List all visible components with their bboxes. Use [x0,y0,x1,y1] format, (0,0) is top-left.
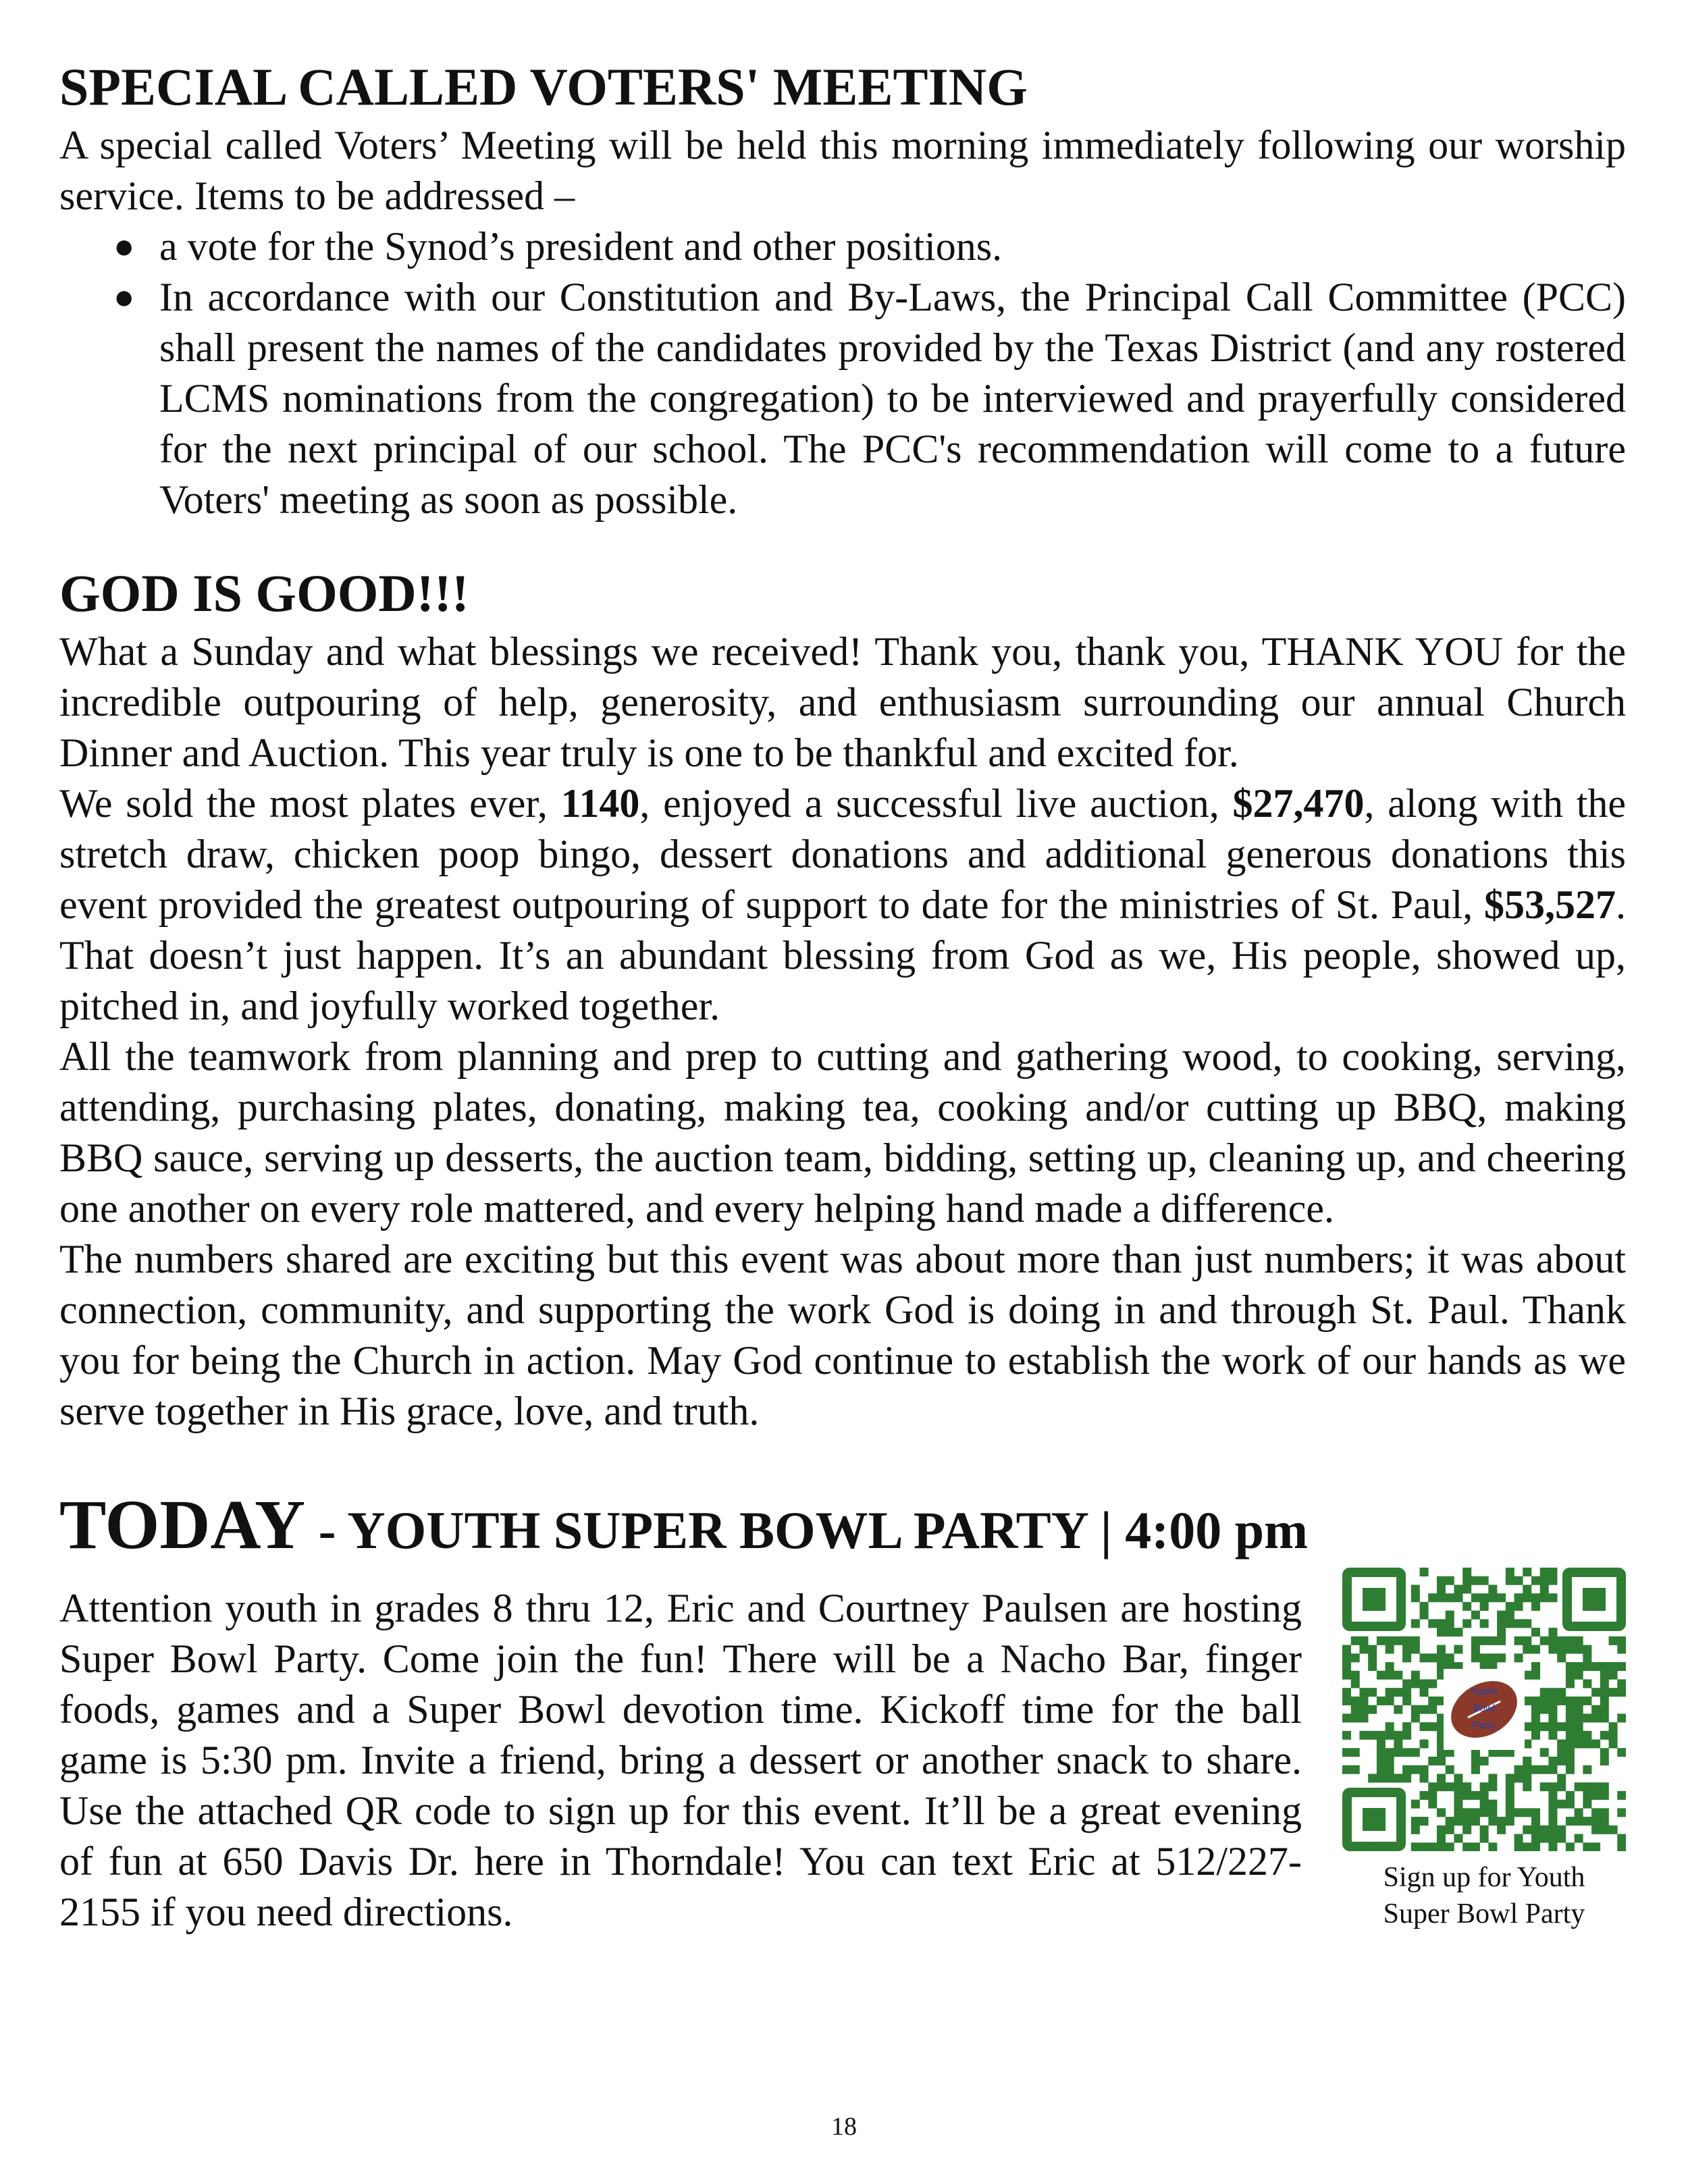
results-text: , along with the stretch draw, chicken poop bingo, dessert donations and additional generous donations this event provided the greatest outpouring of support to date for the ministries of St. Paul, [59,781,1626,927]
today-label: TODAY [59,1486,306,1564]
god-is-good-title: GOD IS GOOD!!! [59,564,469,622]
plates-count: 1140 [560,781,640,826]
voters-meeting-section [59,54,1626,525]
voters-meeting-intro: A special called Voters’ Meeting will be held this morning immediately following our worship service. Items to be addressed – [59,123,1626,218]
list-item [59,221,1626,272]
page-number: 18 [831,2112,857,2141]
qr-logo-text: Party [1472,1720,1496,1731]
qr-logo-text: Super [1470,1686,1498,1697]
thanks-paragraph: What a Sunday and what blessings we received! Thank you, thank you, THANK YOU for the incredible outpouring of help, generosity, and enthusiasm surrounding our annual Church Dinner and Auction. This year truly is one to be thankful and excited for. [59,629,1626,775]
list-item-text: In accordance with our Constitution and By-Laws, the Principal Call Committee (PCC) shall present the names of the candidates provided by the Texas District (and any rostered LCMS nominations from the congregation) to be interviewed and prayerfully considered for the next principal of our school. The PCC's recommendation will come to a future Voters' meeting as soon as possible. [159,275,1626,522]
results-text: , enjoyed a successful live auction, [639,781,1233,826]
qr-caption-line: Sign up for Youth [1383,1862,1585,1893]
qr-caption-line: Super Bowl Party [1383,1898,1585,1929]
results-text: . That doesn’t just happen. It’s an abundant blessing from God as we, His people, showed up, pitched in, and joyfully worked together. [59,882,1626,1028]
grand-total: $53,527 [1484,882,1616,927]
qr-caption [1342,1859,1626,1932]
bullet-icon: ● [113,278,135,317]
voters-meeting-title: SPECIAL CALLED VOTERS' MEETING [59,57,1028,116]
party-description: Attention youth in grades 8 thru 12, Eric and Courtney Paulsen are hosting Super Bowl Party. Come join the fun! There will be a Nacho Bar, finger foods, games and a Super Bowl devotion time. Kickoff time for the ball game is 5:30 pm. Invite a friend, bring a dessert or another snack to share. Use the attached QR code to sign up for this event. It’ll be a great evening of fun at 650 Davis Dr. here in Thorndale! You can text Eric at 512/227-2155 if you need directions. [59,1586,1302,1934]
teamwork-paragraph: All the teamwork from planning and prep to cutting and gathering wood, to cooking, serving, attending, purchasing plates, donating, making tea, cooking and/or cutting up BBQ, making BBQ sauce, serving up desserts, the auction team, bidding, setting up, cleaning up, and cheering one another on every role mattered, and every helping hand made a difference. [59,1034,1626,1231]
bullet-icon: ● [113,228,135,266]
voters-meeting-items [59,221,1626,525]
results-paragraph [59,778,1626,1032]
super-bowl-section [59,1483,1626,1938]
qr-signup[interactable] [1342,1568,1626,1932]
qr-code-icon[interactable] [1342,1568,1626,1851]
party-title: - YOUTH SUPER BOWL PARTY | 4:00 pm [305,1501,1309,1560]
closing-paragraph: The numbers shared are exciting but this event was about more than just numbers; it was about connection, community, and supporting the work God is doing in and through St. Paul. Thank you for being the Church in action. May God continue to establish the work of our hands as we serve together in His grace, love, and truth. [59,1237,1626,1433]
bulletin-page [59,54,1626,1938]
list-item-text: a vote for the Synod’s president and other positions. [159,224,1003,269]
results-text: We sold the most plates ever, [59,781,561,826]
list-item [59,272,1626,525]
qr-logo-text: Bowl [1473,1703,1496,1714]
god-is-good-section [59,560,1626,1437]
auction-total: $27,470 [1232,781,1365,826]
